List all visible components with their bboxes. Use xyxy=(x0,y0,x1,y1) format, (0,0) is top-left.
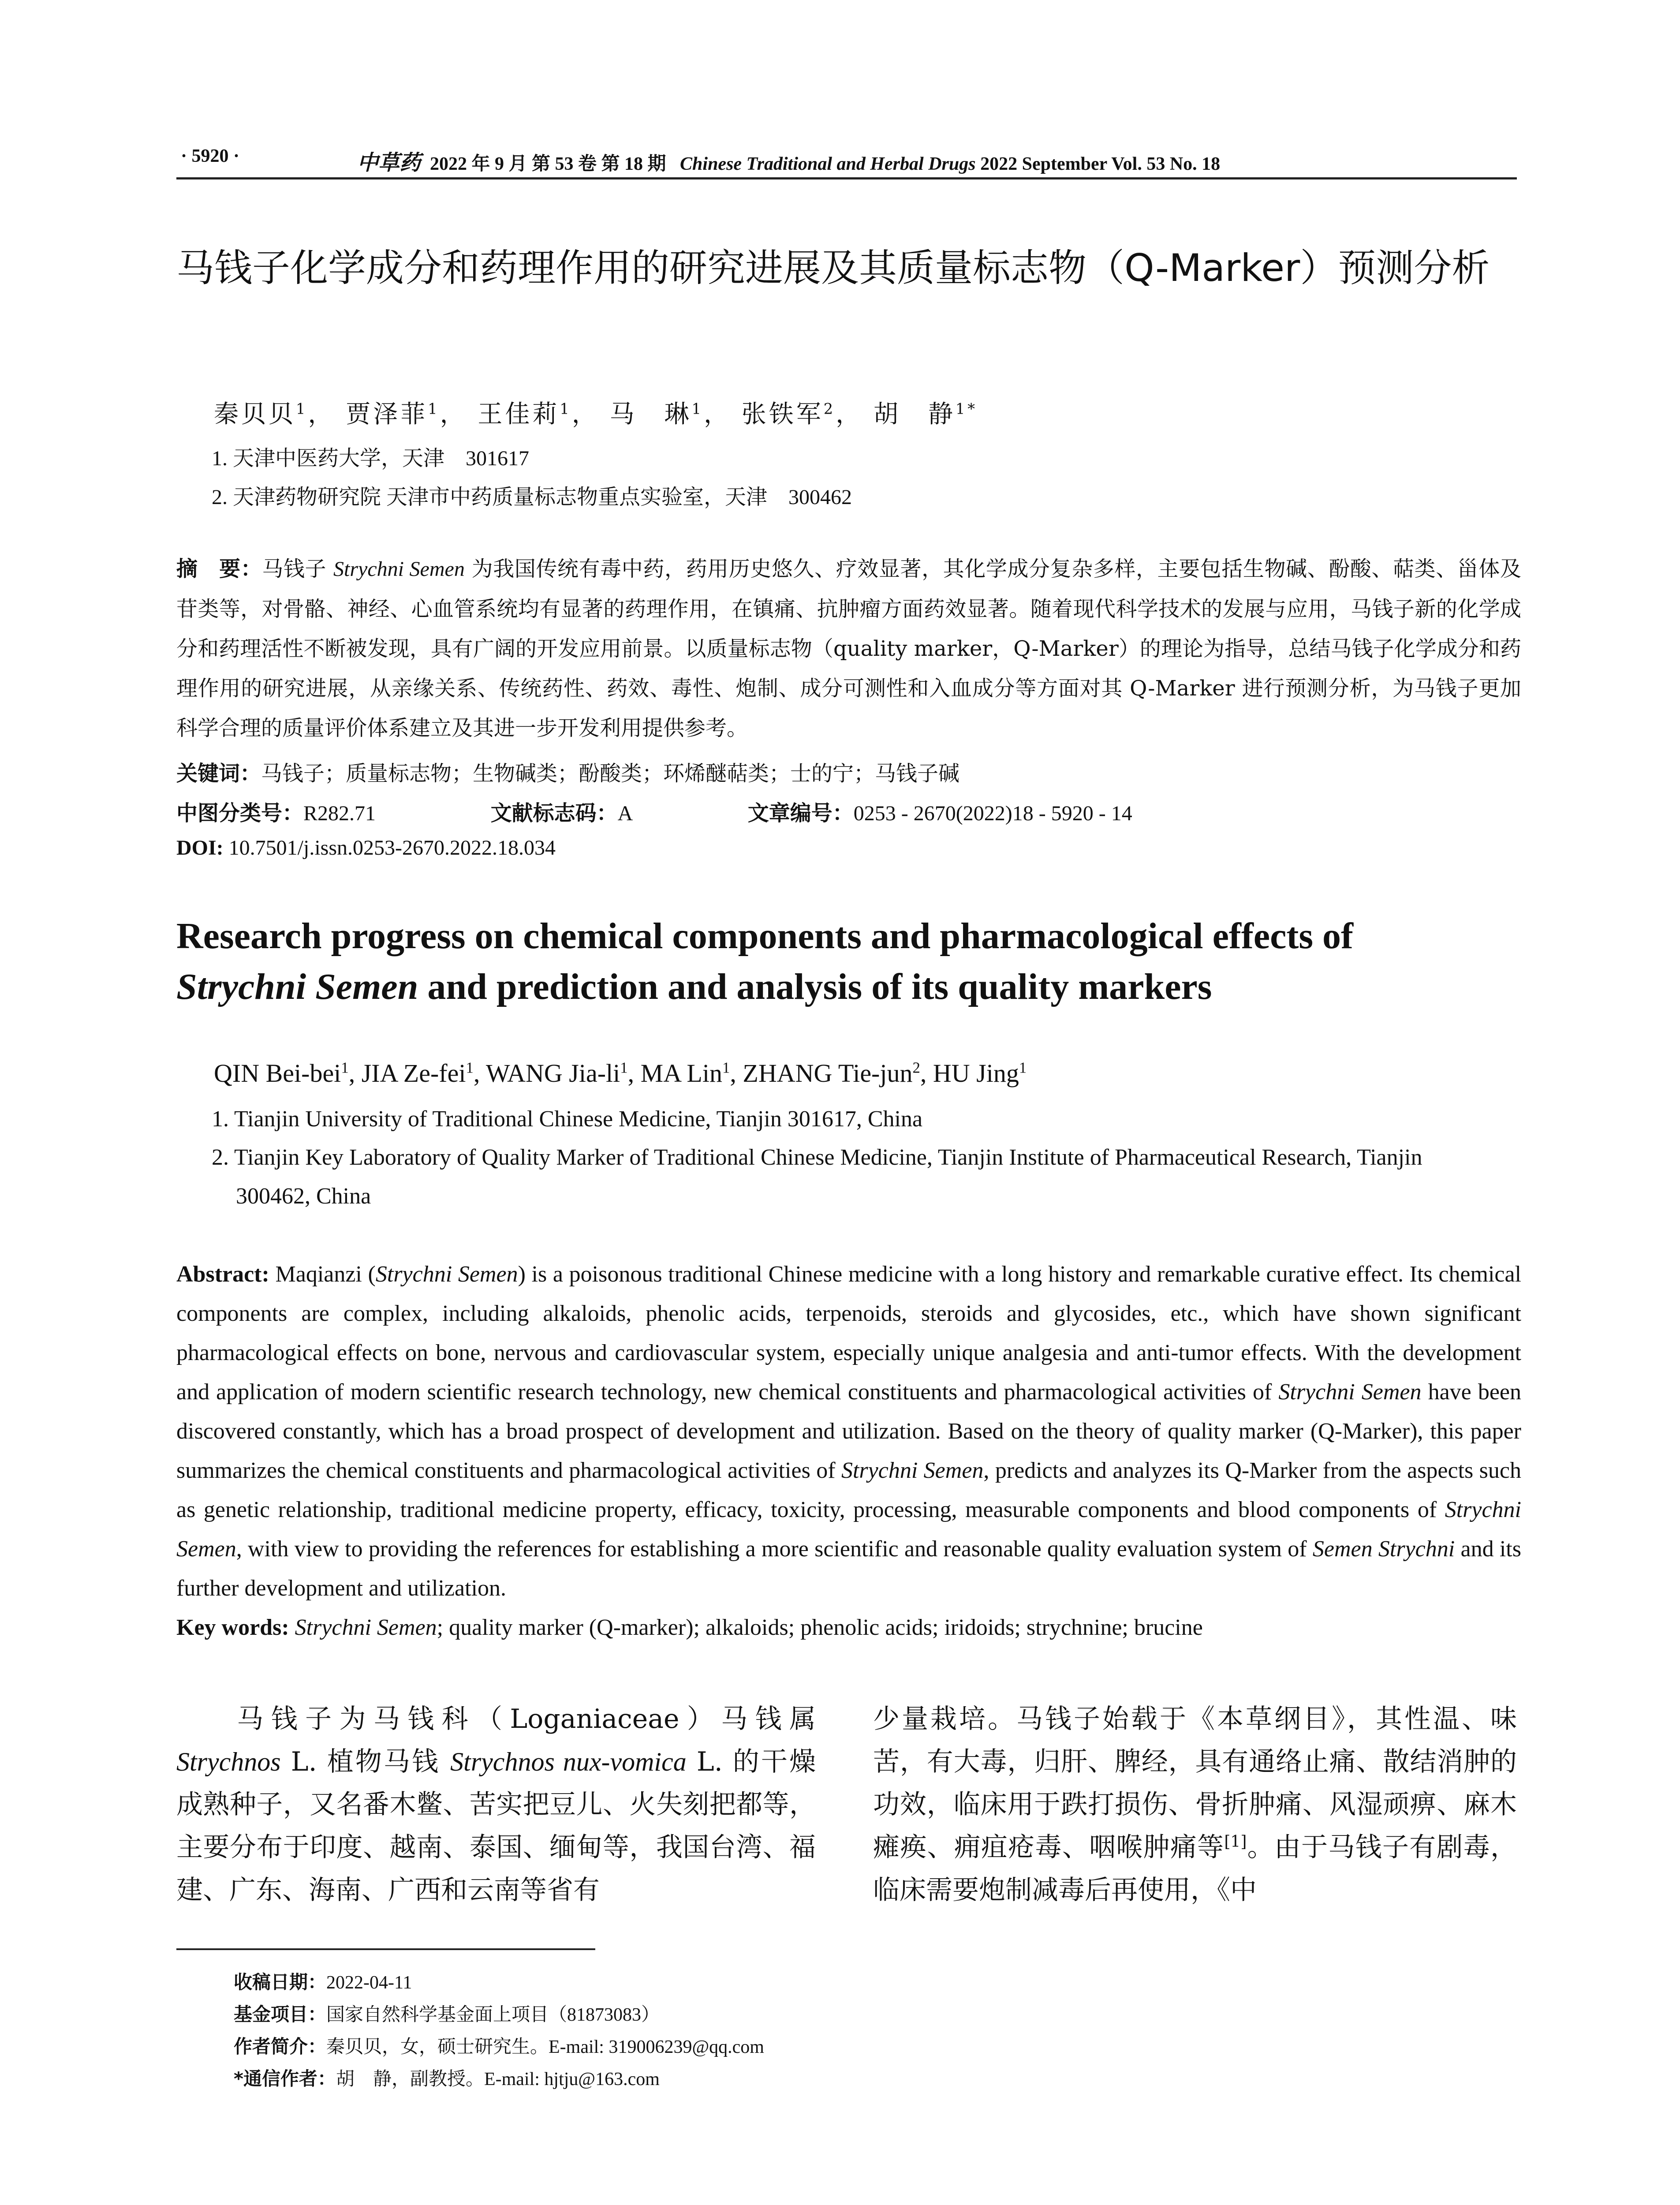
abstract-cn-label: 摘 要： xyxy=(176,557,262,581)
footnote-author-bio: 作者简介：秦贝贝，女，硕士研究生。E-mail: 319006239@qq.com xyxy=(234,2036,764,2057)
journal-name-en: Chinese Traditional and Herbal Drugs xyxy=(680,154,976,174)
footnote-rule xyxy=(176,1948,595,1950)
affiliation-cn-1: 1. 天津中医药大学，天津 301617 xyxy=(212,447,530,470)
title-en: Research progress on chemical components and pharmacological effects of Strychni Semen and prediction and analysis of its quality markers xyxy=(176,916,1354,1007)
footnote-corresponding: *通信作者：胡 静，副教授。E-mail: hjtju@163.com xyxy=(234,2068,660,2089)
affiliation-en-1: 1. Tianjin University of Traditional Chinese Medicine, Tianjin 301617, China xyxy=(212,1106,923,1132)
affiliation-en-2-cont: 300462, China xyxy=(236,1184,371,1209)
authors-cn: 秦贝贝$^1$， 贾泽菲$^1$， 王佳莉$^1$， 马 琳$^1$， 张铁军$^2$， 胡 静$^{1*}$ xyxy=(214,400,978,429)
author-cn: 王佳莉$^1$ xyxy=(478,400,572,429)
journal-line xyxy=(357,146,1220,176)
keywords-cn: 关键词：马钱子；质量标志物；生物碱类；酚酸类；环烯醚萜类；士的宁；马钱子碱 xyxy=(176,761,960,786)
abstract-en-label: Abstract: xyxy=(176,1262,269,1287)
journal-issue-en: 2022 September Vol. 53 No. 18 xyxy=(980,154,1221,174)
body-column-right: 少量栽培。马钱子始载于《本草纲目》，其性温、味苦，有大毒，归肝、脾经，具有通络止痛、散结消肿的功效，临床用于跌打损伤、骨折肿痛、风湿顽痹、麻木瘫痪、痈疽疮毒、咽喉肿痛等[1]。由于马钱子有剧毒，临床需要炮制减毒后再使用，《中 xyxy=(873,1704,1517,1906)
author-cn: 胡 静$^{1*}$ xyxy=(873,400,978,429)
classification-line: 中图分类号：R282.71 文献标志码：A 文章编号：0253 - 2670(2022)18 - 5920 - 14 xyxy=(176,801,1132,826)
header-rule xyxy=(176,177,1517,179)
journal-issue-cn: 2022 年 9 月 第 53 卷 第 18 期 xyxy=(430,154,666,174)
citation-ref[interactable]: [1] xyxy=(1224,1833,1247,1851)
journal-logo: 中草药 xyxy=(357,150,421,175)
page-number: · 5920 · xyxy=(181,146,240,166)
doi-line: DOI: 10.7501/j.issn.0253-2670.2022.18.034 xyxy=(176,836,556,860)
footnote-received: 收稿日期：2022-04-11 xyxy=(234,1971,412,1993)
keywords-en-label: Key words: xyxy=(176,1615,289,1640)
author-cn: 秦贝贝$^1$ xyxy=(214,400,308,429)
authors-en: QIN Bei-bei$^1$, JIA Ze-fei$^1$, WANG Jia-$li^1$, MA Lin$^1$, ZHANG Tie-jun$^2$, HU Jing$^1$ xyxy=(214,1059,1027,1088)
affiliation-en-2: 2. Tianjin Key Laboratory of Quality Marker of Traditional Chinese Medicine, Tianjin Institute of Pharmaceutical Research, Tianjin xyxy=(212,1145,1422,1170)
author-cn: 马 琳$^1$ xyxy=(609,400,704,429)
title-cn: 马钱子化学成分和药理作用的研究进展及其质量标志物（Q-Marker）预测分析 xyxy=(176,246,1490,290)
author-cn: 贾泽菲$^1$ xyxy=(346,400,440,429)
affiliation-cn-2: 2. 天津药物研究院 天津市中药质量标志物重点实验室，天津 300462 xyxy=(212,486,852,509)
body-column-left: 马钱子为马钱科（Loganiaceae）马钱属 Strychnos L. 植物马钱 Strychnos nux-vomica L. 的干燥成熟种子，又名番木鳖、苦实把豆儿、火失刻把都等，主要分布于印度、越南、泰国、缅甸等，我国台湾、福建、广东、海南、广西和云南等省有 xyxy=(176,1704,816,1906)
footnote-funding: 基金项目：国家自然科学基金面上项目（81873083） xyxy=(234,2003,660,2025)
abstract-en: Abstract: Maqianzi (Strychni Semen) is a poisonous traditional Chinese medicine with a long history and remarkable curative effect. Its chemical components are complex, including alkaloids, phenolic acids, terpenoids, steroids and glycosides, etc., which have shown significant pharmacological effects on bone, nervous and cardiovascular system, especially unique analgesia and anti-tumor effects. With the development and application of modern scientific research technology, new chemical constituents and pharmacological activities of Strychni Semen have been discovered constantly, which has a broad prospect of development and utilization. Based on the theory of quality marker (Q-Marker), this paper summarizes the chemical constituents and pharmacological activities of Strychni Semen, predicts and analyzes its Q-Marker from the aspects such as genetic relationship, traditional medicine property, efficacy, toxicity, processing, measurable components and blood components of Strychni Semen, with view to providing the references for establishing a more scientific and reasonable quality evaluation system of Semen Strychni and its further development and utilization. Key words: Strychni Semen; quality marker (Q-marker); alkaloids; phenolic acids; iridoids; strychnine; brucine xyxy=(176,1262,1522,1640)
author-cn: 张铁军$^2$ xyxy=(741,400,836,429)
abstract-cn: 摘 要：马钱子 Strychni Semen 为我国传统有毒中药，药用历史悠久、疗效显著，其化学成分复杂多样，主要包括生物碱、酚酸、萜类、甾体及苷类等，对骨骼、神经、心血管系统均有显著的药理作用，在镇痛、抗肿瘤方面药效显著。随着现代科学技术的发展与应用，马钱子新的化学成分和药理活性不断被发现，具有广阔的开发应用前景。以质量标志物（quality marker，Q-Marker）的理论为指导，总结马钱子化学成分和药理作用的研究进展，从亲缘关系、传统药性、药效、毒性、炮制、成分可测性和入血成分等方面对其 Q-Marker 进行预测分析，为马钱子更加科学合理的质量评价体系建立及其进一步开发利用提供参考。 xyxy=(176,557,1521,740)
